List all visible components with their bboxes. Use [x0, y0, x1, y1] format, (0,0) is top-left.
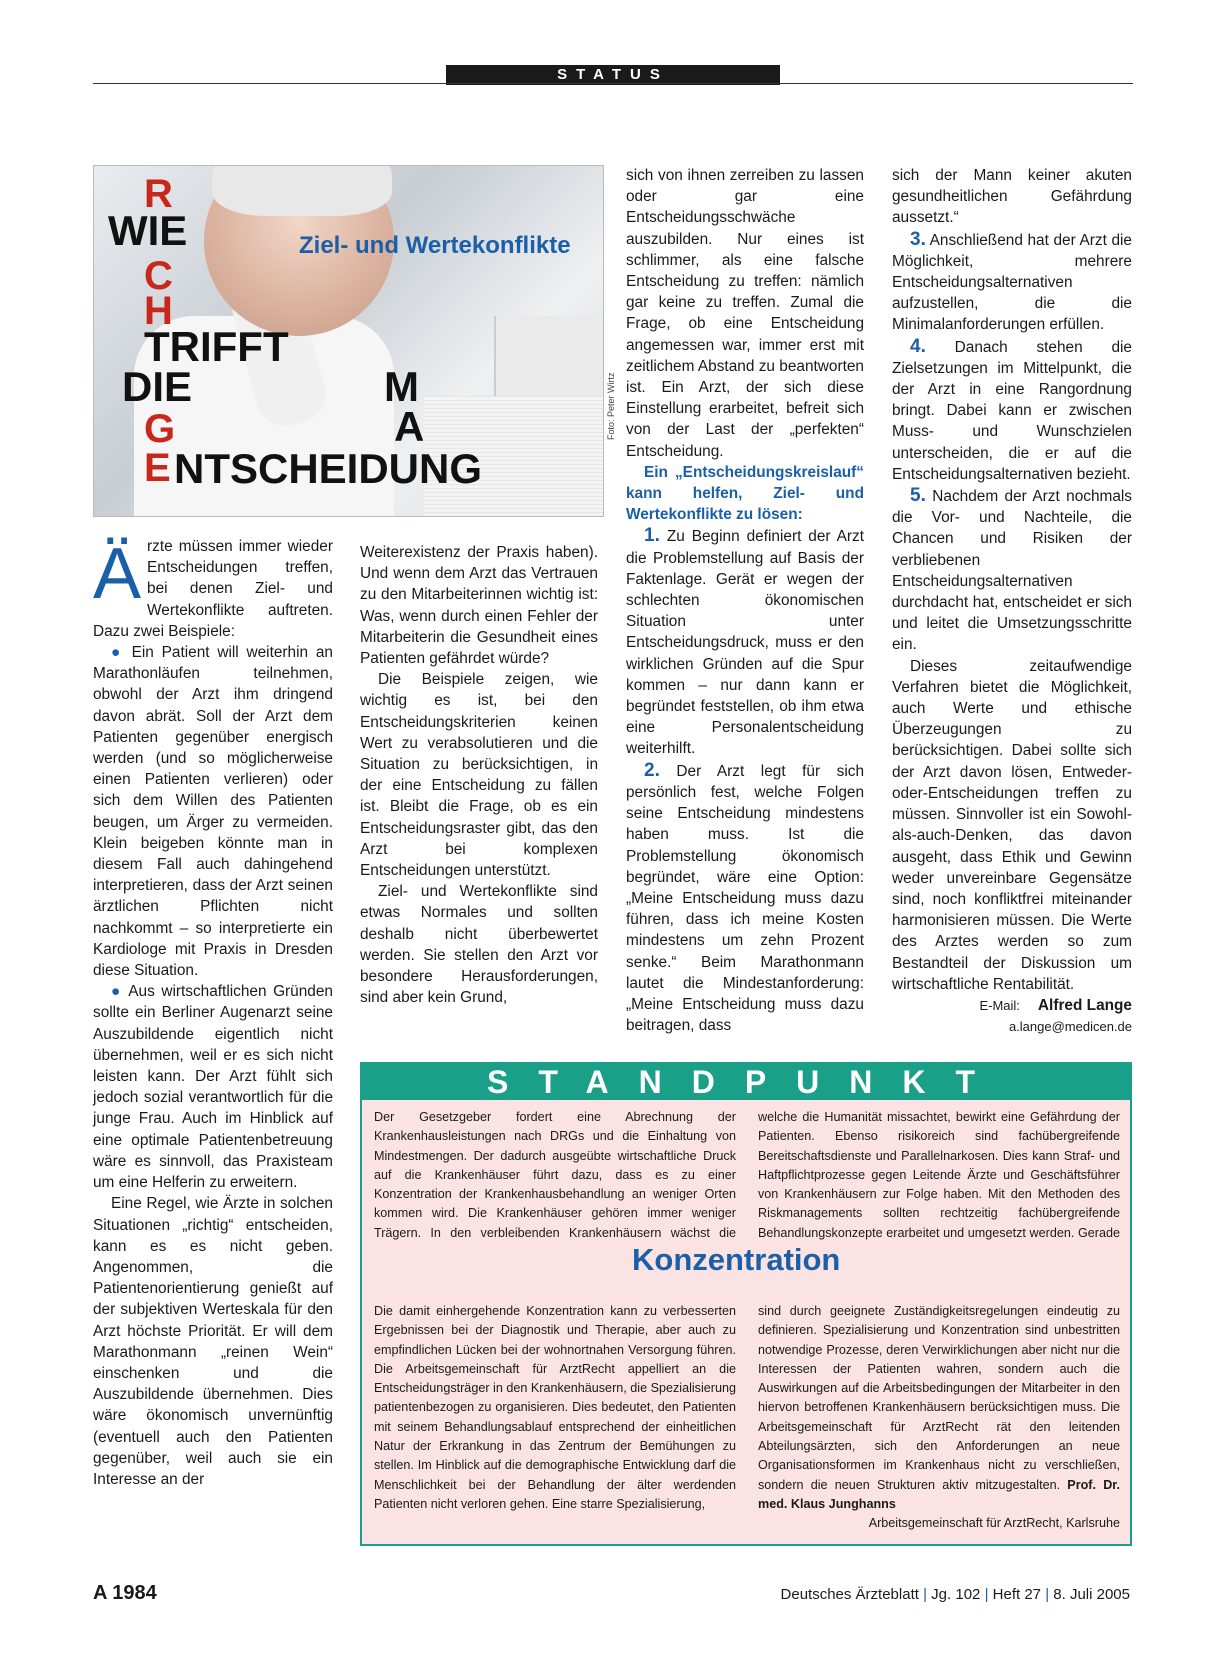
paragraph: Weiterexistenz der Praxis haben). Und wenn dem Arzt das Vertrauen zu den Mitarbeiterinnen wichtig ist: Was, wenn durch einen Fehler der Mitarbeiterin die Gesundheit eines Patienten gefährdet würde?	[360, 544, 598, 668]
standpunkt-left-bottom: Die damit einhergehende Konzentration kann zu verbesserten Ergebnissen bei der Diagnostik und Therapie, aber auch zu empfindlichen Lücken bei der wohnortnahen Versorgung führen. Die Arbeitsgemeinschaft für ArztRecht appelliert an die Entscheidungsträger in den Krankenhäusern, die Spezialisierung patientenbezogen zu organisieren. Dies bedeutet, den Patienten mit seinem Behandlungsablauf entsprechend der einheitlichen Natur der Erkrankung in das Zentrum der Bemühungen zu stellen. Im Hinblick auf die demographische Entwicklung darf die Menschlichkeit bei der Behandlung der älter werdenden Patienten nicht verloren gehen. Eine starre Spezialisierung,	[374, 1304, 736, 1511]
author-name: Alfred Lange	[1037, 996, 1132, 1014]
article-column-4	[892, 165, 1132, 1037]
photo-word-die: DIE	[122, 363, 193, 410]
footer-citation	[781, 1586, 1130, 1603]
paragraph: Nachdem der Arzt nochmals die Vor- und Nachteile, die Chancen und Risiken der verbliebenen Entscheidungsalternativen durchdacht hat, entscheidet er sich und leitet die Umsetzungsschritte ein.	[892, 488, 1133, 654]
journal-date: 8. Juli 2005	[1053, 1586, 1130, 1603]
article-photo	[93, 165, 604, 517]
bullet-icon: ●	[111, 983, 129, 1001]
standpunkt-signature: Prof. Dr. med. Klaus Junghanns	[758, 1477, 1120, 1511]
standpunkt-affiliation: Arbeitsgemeinschaft für ArztRecht, Karlsruhe	[868, 1516, 1120, 1531]
standpunkt-box	[360, 1062, 1132, 1546]
photo-letter-c: C	[144, 254, 173, 298]
step-number: 2.	[644, 759, 660, 781]
article-column-2	[360, 542, 598, 1008]
photo-letter-r: R	[144, 172, 173, 216]
author-email[interactable]: E-Mail: a.lange@medicen.de	[979, 997, 1132, 1035]
paragraph: Aus wirtschaftlichen Gründen sollte ein Berliner Augenarzt seine Auszubildende eigentlich nicht übernehmen, weil er es sich nicht leisten kann. Der Arzt fühlt sich jedoch sozial verantwortlich für die junge Frau. Auch im Hinblick auf eine optimale Patientenbetreuung wäre es sinnvoll, das Praxisteam um eine Helferin zu erweitern.	[93, 983, 333, 1192]
paragraph: rzte müssen immer wieder Entscheidungen treffen, bei denen Ziel- und Wertekonflikte auftreten. Dazu zwei Beispiele:	[93, 538, 333, 640]
step-number: 1.	[644, 525, 660, 547]
paragraph: Dieses zeitaufwendige Verfahren bietet die Möglichkeit, auch Werte und ethische Überzeugungen zu berücksichtigen. Dabei sollte sich der Arzt davon lösen, Entweder-oder-Entscheidungen treffen zu müssen. Sinnvoller ist ein Sowohl-als-auch-Denken, das davon ausgeht, dass Ethik und Gewinn weder unvereinbare Gegensätze sind, noch konfliktfrei miteinander harmonisieren müssen. Die Werte des Arztes werden so zum Bestandteil der Diskussion um wirtschaftliche Rentabilität.	[892, 657, 1132, 993]
photo-letter-g: G	[144, 407, 176, 451]
step-number: 4.	[910, 335, 926, 357]
standpunkt-left-top: Der Gesetzgeber fordert eine Abrechnung der Krankenhausleistungen nach DRGs und die Einhaltung von Mindestmengen. Der dadurch ausgeübte wirtschaftliche Druck auf die Krankenhäuser führt dazu, dass es zu einer Konzentration der Krankenhausbehandlung an weniger Orten kommen wird. Die Krankenhäuser gehören immer weniger Trägern. In den verbleibenden Krankenhäusern wächst die	[374, 1110, 736, 1240]
photo-word-entscheidung: NTSCHEIDUNG	[174, 445, 483, 492]
paragraph: Danach stehen die Zielsetzungen im Mittelpunkt, die der Arzt in eine Rangordnung bringt. Dabei kann er zwischen Muss- und Wunschzielen unterscheiden, die er auf die Entscheidungsalternativen bezieht.	[892, 338, 1132, 483]
step-number: 5.	[910, 485, 926, 507]
standpunkt-heading: STANDPUNKT	[362, 1064, 1130, 1100]
journal-name: Deutsches Ärzteblatt	[780, 1586, 919, 1603]
journal-volume: Jg. 102	[931, 1586, 981, 1603]
photo-credit: Foto: Peter Wirtz	[606, 372, 616, 440]
step-number: 3.	[910, 228, 926, 250]
paragraph: Eine Regel, wie Ärzte in solchen Situationen „richtig“ entscheiden, kann es es nicht geben. Angenommen, die Patientenorientierung genießt auf der subjektiven Werteskala für den Arzt höchste Priorität. Er will dem Marathonmann „reinen Wein“ einschenken und die Auszubildende übernehmen. Dies wäre ökonomisch unvernünftig (eventuell auch den Patienten gegenüber, weil auch sie ein Interesse an der	[93, 1195, 333, 1488]
paragraph: Zu Beginn definiert der Arzt die Problemstellung auf Basis der Faktenlage. Gerät er wegen der schlechten ökonomischen Situation unter Entscheidungsdruck, muss er den wirklichen Gründen auf die Spur kommen – nur dann kann er begründet feststellen, ob ihm etwa eine Personalentscheidung weiterhilft.	[626, 528, 864, 758]
standpunkt-right-top: welche die Humanität missachtet, bewirkt eine Gefährdung der Patienten. Ebenso risikoreich sind fachübergreifende Bereitschaftsdienste und Parallelnarkosen. Dies kann Straf- und Haftpflichtprozesse gegen Leitende Ärzte und Geschäftsführer von Krankenhäusern zur Folge haben. Mit den Methoden des Riskmanagements sollten rechtzeitig fachübergreifende Behandlungskonzepte erarbeitet und umgesetzt werden. Gerade	[758, 1110, 1120, 1240]
separator: |	[1045, 1586, 1050, 1603]
header-rule	[93, 83, 1133, 84]
photo-word-trifft: TRIFFT	[144, 323, 289, 370]
paragraph: Anschließend hat der Arzt die Möglichkeit, mehrere Entscheidungsalternativen aufzustellen, die die Minimalanforderungen erfüllen.	[892, 231, 1132, 334]
photo-papers-back	[494, 316, 604, 406]
photo-word-wie: WIE	[108, 207, 188, 254]
page-number: A 1984	[93, 1582, 157, 1604]
standpunkt-title: Konzentration	[624, 1242, 848, 1278]
paragraph: Ziel- und Wertekonflikte sind etwas Normales und sollten deshalb nicht überbewertet werden. Sie stellen den Arzt vor besondere Herausforderungen, sind aber kein Grund,	[360, 883, 598, 1007]
paragraph: sich von ihnen zerreiben zu lassen oder gar eine Entscheidungsschwäche auszubilden. Nur eines ist schlimmer, als eine falsche Entscheidung zu treffen: nämlich gar keine zu treffen. Zumal die Frage, ob eine Entscheidung angemessen war, immer erst mit zeitlichem Abstand zu beantworten ist. Ein Arzt, der sich diese Einstellung erarbeitet, befreit sich von der Last der „perfekten“ Entscheidung.	[626, 167, 864, 460]
subheading: Ein „Entscheidungskreislauf“ kann helfen, Ziel- und Wertekonflikte zu lösen:	[626, 463, 864, 524]
photo-letter-e: E	[144, 446, 171, 490]
separator: |	[923, 1586, 927, 1603]
article-column-3	[626, 165, 864, 1036]
standpunkt-right-bottom-wrap	[758, 1302, 1120, 1534]
dropcap: Ä	[93, 534, 142, 614]
photo-title: Ziel- und Wertekonflikte	[299, 232, 571, 259]
photo-letter-m: M	[384, 363, 419, 410]
paragraph: Die Beispiele zeigen, wie wichtig es ist, bei den Entscheidungskriterien keinen Wert zu verabsolutieren und die Situation zu berücksichtigen, in der eine Entscheidung zu fällen ist. Bleibt die Frage, ob es ein Entscheidungsraster gibt, das den Arzt bei komplexen Entscheidungen unterstützt.	[360, 671, 598, 880]
photo-letter-a: A	[394, 403, 425, 450]
separator: |	[984, 1586, 989, 1603]
paragraph: sich der Mann keiner akuten gesundheitlichen Gefährdung aussetzt.“	[892, 167, 1132, 227]
photo-doctor-hair	[212, 165, 392, 216]
paragraph: Ein Patient will weiterhin an Marathonläufen teilnehmen, obwohl der Arzt ihm dringend davon abrät. Soll der Arzt dem Patienten gegenüber energisch werden (und so möglicherweise einen Patienten verlieren) oder sich dem Willen des Patienten beugen, um Ärger zu vermeiden. Klein beigeben könnte man in diesem Fall auch dahingehend interpretieren, dass der Arzt seinen ärztlichen Pflichten nicht nachkommt – so interpretierte ein Kardiologe mit Praxis in Dresden diese Situation.	[93, 644, 333, 980]
article-column-1	[93, 536, 333, 1490]
journal-issue: Heft 27	[992, 1586, 1042, 1603]
photo-letter-h: H	[144, 289, 173, 333]
paragraph: Der Arzt legt für sich persönlich fest, welche Folgen seine Entscheidung mindestens haben muss. Ist die Problemstellung ökonomisch begründet, wäre eine Option: „Meine Entscheidung muss dazu führen, dass ich meine Kosten mindestens um zehn Prozent senke.“ Beim Marathonmann lautet die Mindestanforderung: „Meine Entscheidung muss dazu beitragen, dass	[626, 762, 865, 1035]
standpunkt-right-bottom: sind durch geeignete Zuständigkeitsregelungen eindeutig zu definieren. Spezialisierung und Konzentration sind unbestritten notwendige Prozesse, deren Verwirklichungen aber nicht nur die Interessen der Patienten wahren, sondern auch die Auswirkungen auf die Arbeitsbedingungen der Mitarbeiter in den hiervon betroffenen Krankenhäusern berücksichtigen muss. Die Arbeitsgemeinschaft für ArztRecht rät den leitenden Abteilungsärzten, sich den Anforderungen an neue Organisationsformen im Krankenhaus nicht zu verschließen, sondern die neuen Strukturen aktiv mitzugestalten.	[758, 1304, 1120, 1492]
bullet-icon: ●	[111, 644, 132, 662]
section-label: STATUS	[446, 65, 780, 85]
